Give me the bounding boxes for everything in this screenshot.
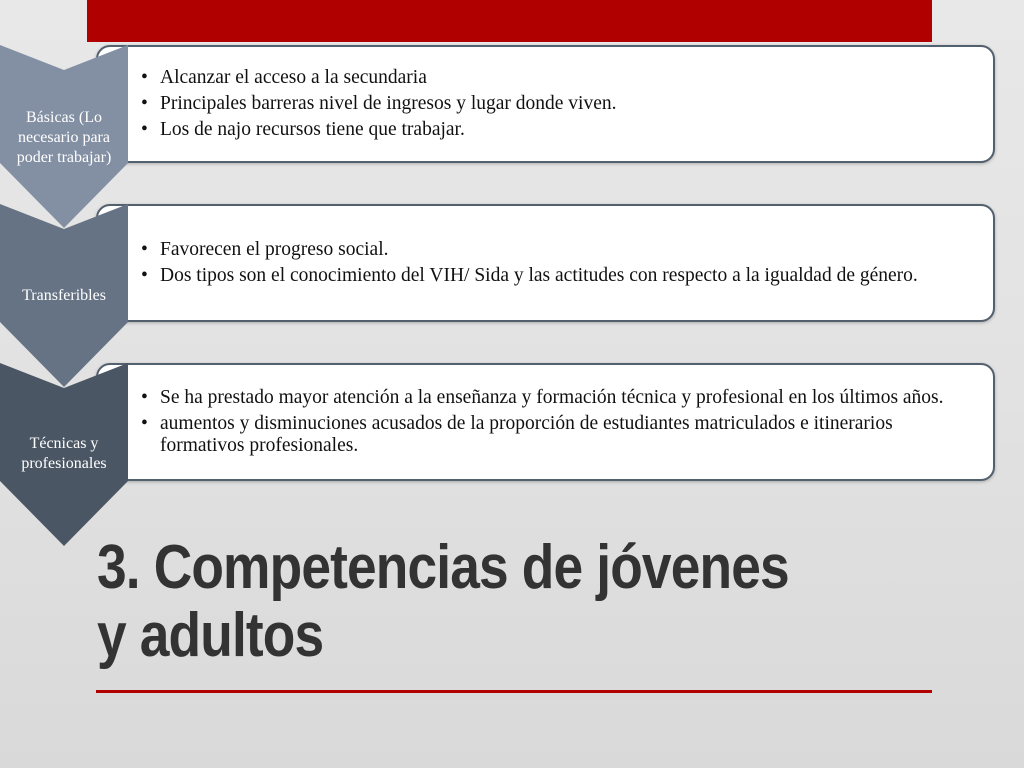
list-item: • aumentos y disminuciones acusados de la proporción de estudiantes matriculados e itinerarios formativos profesionales. <box>141 413 975 457</box>
top-accent-bar <box>87 0 932 42</box>
slide-title <box>97 534 789 670</box>
list-item: • Alcanzar el acceso a la secundaria <box>141 67 975 89</box>
title-underline <box>96 690 932 693</box>
list-item: • Favorecen el progreso social. <box>141 239 975 261</box>
row-transferibles-list <box>141 239 975 287</box>
chevron-basicas <box>0 45 128 228</box>
list-item: • Se ha prestado mayor atención a la enseñanza y formación técnica y profesional en los últimos años. <box>141 387 975 409</box>
row-basicas-box <box>96 45 995 163</box>
row-basicas-list <box>141 67 975 141</box>
row-transferibles-box <box>96 204 995 322</box>
list-item: • Dos tipos son el conocimiento del VIH/ Sida y las actitudes con respecto a la igualdad de género. <box>141 265 975 287</box>
list-item: • Los de najo recursos tiene que trabajar. <box>141 119 975 141</box>
chevron-tecnicas-label: Técnicas y profesionales <box>21 435 107 472</box>
slide-title-line1: 3. Competencias de jóvenes <box>97 533 789 602</box>
row-tecnicas-list <box>141 387 975 457</box>
slide-title-line2: y adultos <box>97 601 324 670</box>
list-item: • Principales barreras nivel de ingresos y lugar donde viven. <box>141 93 975 115</box>
row-tecnicas-box <box>96 363 995 481</box>
chevron-transferibles-label: Transferibles <box>22 287 106 304</box>
chevron-transferibles <box>0 204 128 387</box>
chevron-tecnicas <box>0 363 128 546</box>
chevron-basicas-label: Básicas (Lo necesario para poder trabajar) <box>16 109 112 166</box>
